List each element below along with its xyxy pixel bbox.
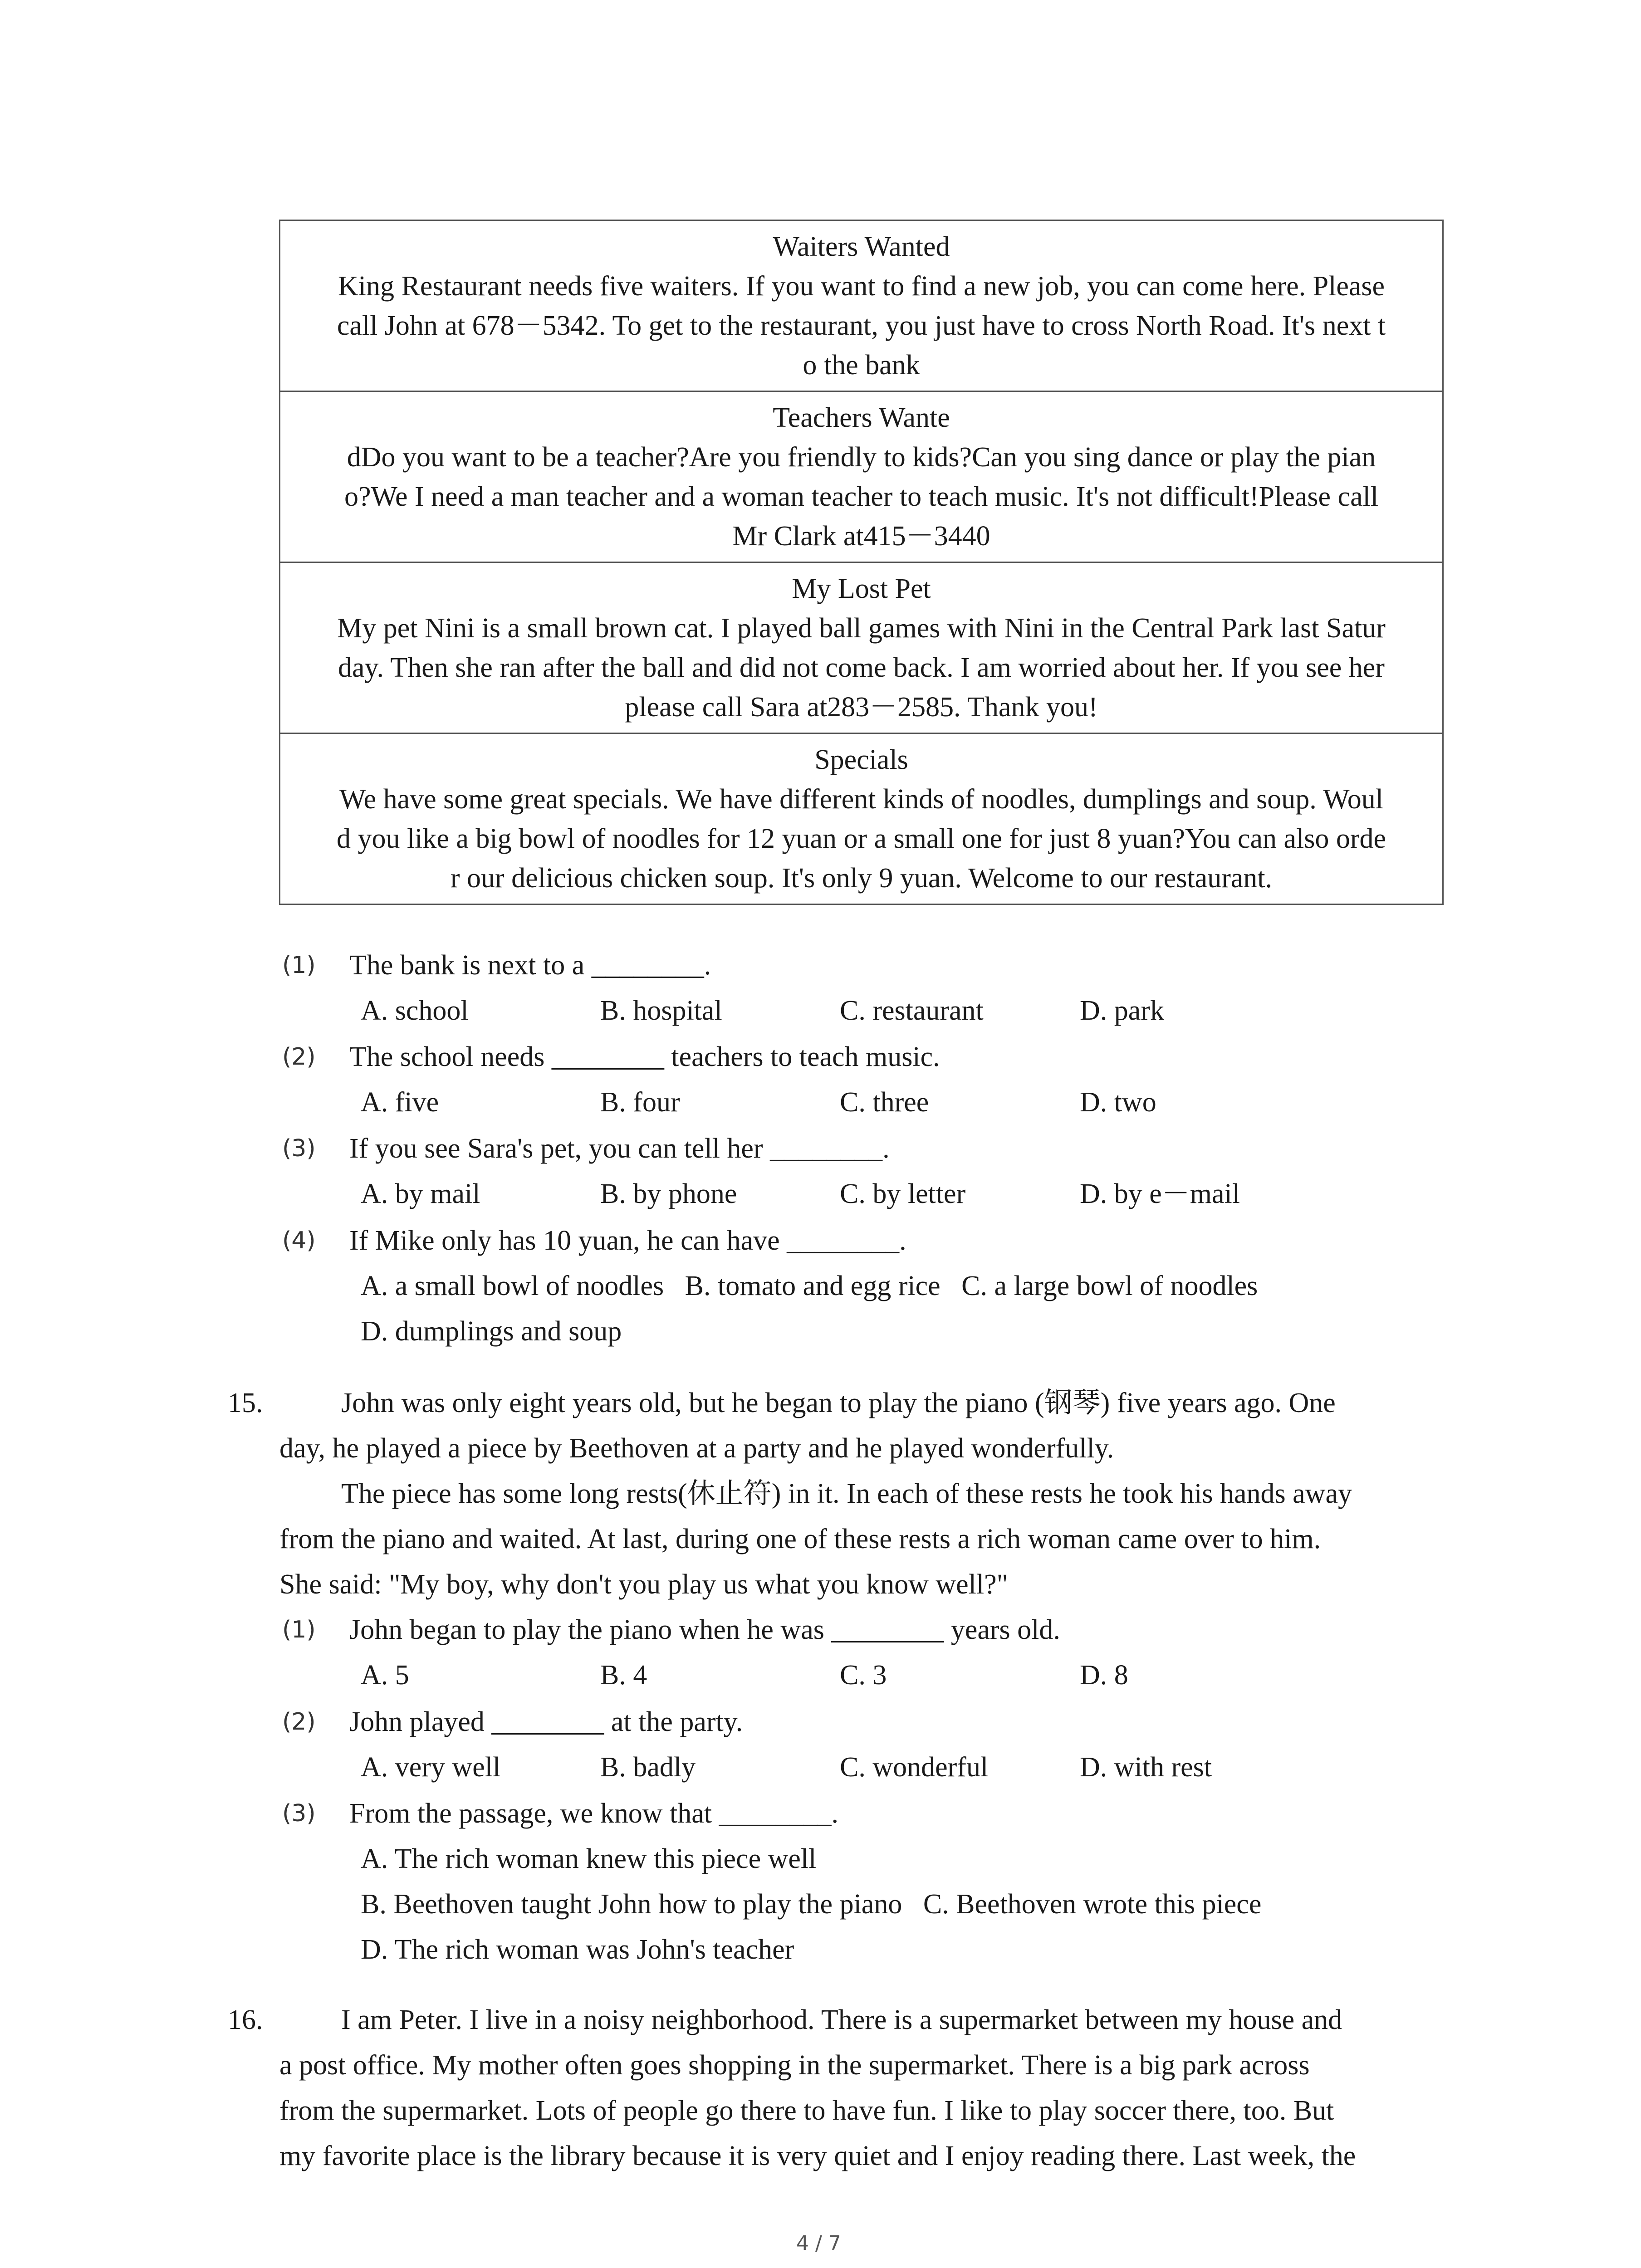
option-c: C. three bbox=[840, 1087, 929, 1118]
options-line: B. Beethoven taught John how to play the piano C. Beethoven wrote this piece bbox=[361, 1889, 1262, 1920]
question-stem: If you see Sara's pet, you can tell her ________. bbox=[349, 1133, 890, 1164]
ad-line: day. Then she ran after the ball and did not come back. I am worried about her. If you see her bbox=[338, 652, 1385, 683]
ad-line: dDo you want to be a teacher?Are you friendly to kids?Can you sing dance or play the pian bbox=[347, 442, 1376, 473]
option-b: B. badly bbox=[600, 1752, 696, 1783]
passage-line: She said: "My boy, why don't you play us what you know well?" bbox=[279, 1569, 1008, 1600]
ad-line: please call Sara at283－2585. Thank you! bbox=[625, 692, 1098, 723]
question-stem: John played ________ at the party. bbox=[349, 1706, 743, 1737]
ad-title: Waiters Wanted bbox=[773, 231, 950, 262]
ad-line: o?We I need a man teacher and a woman teacher to teach music. It's not difficult!Please call bbox=[344, 481, 1379, 512]
option-c: C. wonderful bbox=[840, 1752, 989, 1783]
question-number: (2) bbox=[282, 1708, 316, 1735]
ad-teachers-wanted bbox=[280, 391, 1442, 562]
passage-line: John was only eight years old, but he began to play the piano (钢琴) five years ago. One bbox=[341, 1388, 1336, 1418]
option-a: A. school bbox=[361, 995, 469, 1026]
ad-my-lost-pet bbox=[280, 562, 1442, 733]
ad-waiters-wanted bbox=[280, 221, 1442, 391]
passage-line: from the supermarket. Lots of people go there to have fun. I like to play soccer there, too. But bbox=[279, 2095, 1334, 2126]
question-number: 16. bbox=[228, 2004, 263, 2035]
option-d: D. with rest bbox=[1080, 1752, 1212, 1783]
question-stem: John began to play the piano when he was ________ years old. bbox=[349, 1614, 1060, 1645]
ad-line: My pet Nini is a small brown cat. I played ball games with Nini in the Central Park last Satur bbox=[337, 613, 1386, 644]
ad-line: r our delicious chicken soup. It's only 9 yuan. Welcome to our restaurant. bbox=[450, 863, 1273, 894]
passage-line: a post office. My mother often goes shopping in the supermarket. There is a big park across bbox=[279, 2050, 1310, 2081]
option-c: C. restaurant bbox=[840, 995, 984, 1026]
passage-line: I am Peter. I live in a noisy neighborhood. There is a supermarket between my house and bbox=[341, 2004, 1342, 2035]
question-number: 15. bbox=[228, 1388, 263, 1418]
option-d: D. two bbox=[1080, 1087, 1156, 1118]
options-line: A. a small bowl of noodles B. tomato and egg rice C. a large bowl of noodles bbox=[361, 1271, 1258, 1301]
ad-line: d you like a big bowl of noodles for 12 yuan or a small one for just 8 yuan?You can also orde bbox=[336, 823, 1386, 854]
option-b: B. by phone bbox=[600, 1178, 737, 1209]
ad-title: Specials bbox=[814, 744, 908, 775]
option-b: B. 4 bbox=[600, 1660, 647, 1691]
option-c: C. 3 bbox=[840, 1660, 887, 1691]
ad-line: King Restaurant needs five waiters. If you want to find a new job, you can come here. Please bbox=[338, 271, 1385, 302]
option-b: B. hospital bbox=[600, 995, 722, 1026]
option-a: A. very well bbox=[361, 1752, 501, 1783]
ad-line: call John at 678－5342. To get to the restaurant, you just have to cross North Road. It's next t bbox=[337, 310, 1386, 341]
ad-title: Teachers Wante bbox=[773, 402, 950, 433]
option-d: D. 8 bbox=[1080, 1660, 1128, 1691]
passage-line: day, he played a piece by Beethoven at a party and he played wonderfully. bbox=[279, 1433, 1114, 1464]
option-c: C. by letter bbox=[840, 1178, 966, 1209]
options-line: A. The rich woman knew this piece well bbox=[361, 1843, 817, 1874]
options-line: D. dumplings and soup bbox=[361, 1316, 622, 1347]
question-stem: From the passage, we know that ________. bbox=[349, 1798, 838, 1829]
question-stem: The bank is next to a ________. bbox=[349, 950, 711, 981]
options-line: D. The rich woman was John's teacher bbox=[361, 1934, 794, 1965]
question-number: (3) bbox=[282, 1135, 316, 1162]
ad-line: o the bank bbox=[803, 350, 920, 381]
option-d: D. by e－mail bbox=[1080, 1178, 1240, 1209]
question-stem: If Mike only has 10 yuan, he can have ________. bbox=[349, 1225, 906, 1256]
question-number: (3) bbox=[282, 1800, 316, 1827]
option-b: B. four bbox=[600, 1087, 680, 1118]
option-a: A. 5 bbox=[361, 1660, 409, 1691]
question-number: (1) bbox=[282, 1616, 316, 1643]
passage-line: from the piano and waited. At last, during one of these rests a rich woman came over to him. bbox=[279, 1524, 1321, 1554]
option-a: A. five bbox=[361, 1087, 439, 1118]
ad-line: Mr Clark at415－3440 bbox=[732, 521, 990, 552]
question-number: (4) bbox=[282, 1227, 316, 1254]
question-number: (2) bbox=[282, 1043, 316, 1070]
passage-line: my favorite place is the library because it is very quiet and I enjoy reading there. Last week, the bbox=[279, 2141, 1356, 2171]
question-number: (1) bbox=[282, 952, 316, 979]
ad-line: We have some great specials. We have different kinds of noodles, dumplings and soup. Woul bbox=[339, 784, 1383, 815]
passage-line: The piece has some long rests(休止符) in it. In each of these rests he took his hands away bbox=[341, 1478, 1352, 1509]
ad-table bbox=[279, 220, 1444, 905]
question-stem: The school needs ________ teachers to teach music. bbox=[349, 1041, 940, 1072]
ad-title: My Lost Pet bbox=[792, 573, 931, 604]
ad-specials bbox=[280, 733, 1442, 904]
option-d: D. park bbox=[1080, 995, 1164, 1026]
page-number: 4 / 7 bbox=[796, 2232, 841, 2255]
option-a: A. by mail bbox=[361, 1178, 480, 1209]
